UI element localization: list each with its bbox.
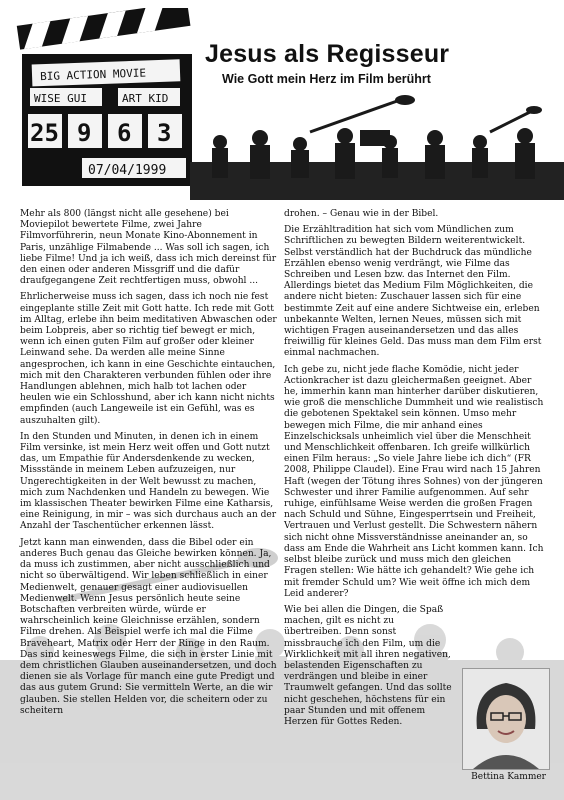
clapboard-line2b: ART KID bbox=[122, 92, 169, 105]
article-right-column bbox=[284, 209, 546, 733]
clapboard-scene-3: 6 bbox=[117, 119, 132, 147]
paragraph: In den Stunden und Minuten, in denen ich in einem Film versinke, ist mein Herz weit offen und Gott nutzt das, um Empathie für Andersdenkende zu wecken, Missstände in meinem Leben aufzuzeigen, nur Ungerechtigkeiten in der Welt bewusst zu machen, mich zum Nachdenken und Handeln zu bewegen. Wie im klassischen Theater bewirken Filme eine Katharsis, eine Reinigung, in mir – was sich durchaus auch an der Anzahl der Taschentücher erkennen lässt. bbox=[20, 431, 277, 532]
page-title: Jesus als Regisseur bbox=[205, 40, 450, 68]
clapboard-scene-1: 25 bbox=[30, 119, 59, 147]
film-crew-illustration bbox=[190, 92, 564, 200]
author-photo bbox=[462, 668, 550, 770]
clapboard-line2a: WISE GUI bbox=[34, 92, 87, 105]
paragraph: Wie bei allen die Dingen, die Spaß machen, gilt es nicht zu übertreiben. Denn sonst missbrauche ich den Film, um die Wirklichkeit mit all ihren negativen, belastenden Eigenschaften zu verdrängen und bleibe in einer Traumwelt gefangen. Und das sollte nicht geschehen, höchstens für ein paar Stunden und mit offenem Herzen für Gottes Reden. bbox=[284, 604, 452, 727]
clapboard-scene-4: 3 bbox=[157, 119, 172, 147]
page-subtitle: Wie Gott mein Herz im Film berührt bbox=[222, 72, 431, 86]
clapboard-scene-2: 9 bbox=[77, 119, 92, 147]
article-left-column bbox=[20, 209, 278, 722]
clapboard-date: 07/04/1999 bbox=[88, 163, 167, 178]
clapboard-line1: BIG ACTION MOVIE bbox=[39, 66, 147, 84]
author-name: Bettina Kammer bbox=[471, 772, 546, 782]
clapperboard-illustration bbox=[12, 8, 202, 198]
paragraph: Jetzt kann man einwenden, dass die Bibel oder ein anderes Buch genau das Gleiche bewirken können. Ja, da muss ich zustimmen, aber nicht ausschließlich und nicht so überwältigend. Wir leben schließlich in einer Medienwelt, genauer gesagt einer audiovisuellen Medienwelt. Wenn Jesus persönlich heute seine Botschaften verbreiten würde, würde er wahrscheinlich keine Gleichnisse erzählen, sondern Filme drehen. Als Beispiel werfe ich mal die Filme Braveheart, Matrix oder Herr der Ringe in den Raum. Das sind keineswegs Filme, die sich in erster Linie mit dem christlichen Glauben auseinandersetzen, und doch dienen sie als Vorlage für manch eine gute Predigt und das aus gutem Grund: Sie vermitteln Werte, an die wir glauben. Sie stellen Helden vor, die scheitern oder zu scheitern bbox=[20, 537, 277, 716]
paragraph: Mehr als 800 (längst nicht alle gesehene) bei Moviepilot bewertete Filme, zwei Jahre Filmvorführerin, neun Monate Kino-Abonnement in Paris, unzählige Filmabende ... Was soll ich sagen, ich liebe Filme! Und ja ich weiß, dass ich mich dereinst für den einen oder anderen Missgriff und die dafür draufgegangene Zeit rechtfertigen muss, obwohl ... bbox=[20, 209, 277, 287]
paragraph: Die Erzähltradition hat sich vom Mündlichen zum Schriftlichen zu bewegten Bildern weiterentwickelt. Selbst verständlich hat der Buchdruck das mündliche Erzählen ebenso wenig verdrängt, wie Filme das Schreiben und Lesen bzw. das Internet den Film. Allerdings bietet das Medium Film Möglichkeiten, die andere nicht bieten: Zuschauer lassen sich für eine bestimmte Zeit auf eine andere Sichtweise ein, erleben unbekannte Welten, lernen Neues, müssen sich mit wichtigen Fragen auseinandersetzen und das alles freiwillig für kleines Geld. Das muss man dem Film erst einmal nachmachen. bbox=[284, 225, 542, 359]
paragraph: Ehrlicherweise muss ich sagen, dass ich noch nie fest eingeplante stille Zeit mit Gott hatte. Ich rede mit Gott im Alltag, erlebe ihn beim meditativen Abwaschen oder beim Lobpreis, aber so richtig tief bewegt er mich, wenn ich einen guten Film auf großer oder kleiner Leinwand sehe. Da werden alle meine Sinne angesprochen, ich kann in eine Geschichte eintauchen, mich mit den Charakteren verbunden fühlen oder ihre Handlungen ablehnen, mich halb tot lachen oder heulen wie ein Schlosshund, aber ich kann nicht nichts empfinden (auch Langeweile ist ein Gefühl, was es auszuhalten gilt). bbox=[20, 292, 277, 426]
paragraph: drohen. – Genau wie in der Bibel. bbox=[284, 209, 439, 219]
author-portrait-icon bbox=[463, 669, 549, 769]
paragraph: Ich gebe zu, nicht jede flache Komödie, nicht jeder Actionkracher ist dazu gleichermaßen geeignet. Aber he, immerhin kann man hinterher darüber diskutieren, wie groß die menschliche Dummheit und wie realistisch die gebotenen Spektakel sein können. Umso mehr bewegen mich Filme, die mir anhand eines Einzelschicksals unheimlich viel über die Menschheit und Menschlichkeit offenbaren. Ich greife willkürlich einen Film heraus: „So viele Jahre liebe ich dich“ (FR 2008, Philippe Claudel). Eine Frau wird nach 15 Jahren Haft (wegen der Tötung ihres Sohnes) von der jüngeren Schwester und ihrer Familie aufgenommen. Auf sehr ruhige, einfühlsame Weise werden die großen Fragen nach Schuld und Sühne, Eingesperrtsein und Freiheit, Vertrauen und Verlust gestellt. Die Schwestern nähern sich nicht ohne Missverständnisse aneinander an, so dass am Ende die Wahrheit ans Licht kommen kann. Ich selbst bleibe zurück und muss mich den gleichen Fragen stellen: Wie hätte ich gehandelt? Wie gehe ich mit fremder Schuld um? Wie weit öffne ich mich dem Leid anderer? bbox=[284, 364, 544, 599]
